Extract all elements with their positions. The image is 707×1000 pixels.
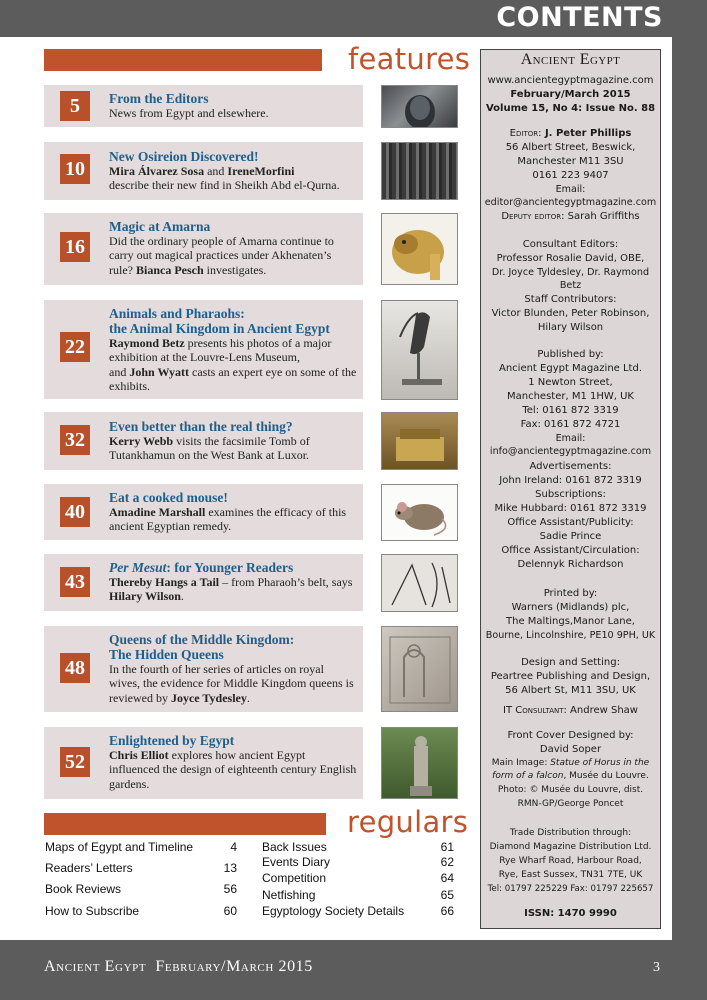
- feature-title[interactable]: Queens of the Middle Kingdom:: [109, 632, 295, 647]
- regulars-heading: regulars: [347, 805, 469, 839]
- thumbnail-line-drawing: [381, 554, 458, 612]
- feature-description: Thereby Hangs a Tail – from Pharaoh’s belt, says Hilary Wilson.: [109, 575, 353, 604]
- issn: ISSN: 1470 9990: [524, 908, 617, 919]
- page-number-badge: 48: [60, 653, 90, 683]
- feature-item[interactable]: [44, 142, 363, 200]
- masthead-sidebar: Ancient Egypt www.ancientegyptmagazine.com February/March 2015 Volume 15, No 4: Issue No. 88 Editor: J. Peter Phillips 56 Albert Street, Beswick, Manchester M11 3SU 0161 223 9407 Email: editor@ancientegyptmagazine.com Deputy editor: Sarah Griffiths Consultant Editors: Professor Rosalie David, OBE, Dr. Joyce Tyldesley, Dr. Raymond Betz Staff Contributors: Victor Blunden, Peter Robinson, Hilary Wilson Published by: Ancient Egypt Magazine Ltd. 1 Newton Street, Manchester, M1 1HW, UK Tel: 0161 872 3319 Fax: 0161 872 4721 Email: info@ancientegyptmagazine.com Advertisements: John Ireland: 0161 872 3319 Subscriptions: Mike Hubbard: 0161 872 3319 Office Assistant/Publicity: Sadie Prince Office Assistant/Circulation: Delennyk Richardson Printed by: Warners (Midlands) plc, The Maltings,Manor Lane, Bourne, Lincolnshire, PE10 9PH, UK Design and Setting: Peartree Publishing and Design, 56 Albert St, M11 3SU, UK IT Consultant: Andrew Shaw Front Cover Designed by: David Soper Main Image: Statue of Horus in the form of a falcon, Musée du Louvre. Photo: © Musée du Louvre, dist. RMN-GP/George Poncet Trade Distribution through: Diamond Magazine Distribution Ltd. Rye Wharf Road, Harbour Road, Rye, East Sussex, TN31 7TE, UK Tel: 01797 225229 Fax: 01797 225657 ISSN: 1470 9990: [480, 49, 661, 929]
- author-name: Bianca Pesch: [135, 262, 204, 277]
- info-email[interactable]: Email: info@ancientegyptmagazine.com: [489, 433, 652, 458]
- feature-title[interactable]: Per Mesut: for Younger Readers: [109, 560, 294, 575]
- thumbnail-ibis-sculpture: [381, 300, 458, 400]
- feature-description: Kerry Webb visits the facsimile Tomb of Tutankhamun on the West Bank at Luxor.: [109, 434, 310, 463]
- thumbnail-relief: [381, 626, 458, 712]
- feature-item[interactable]: [44, 300, 363, 399]
- author-name: Hilary Wilson: [109, 589, 181, 604]
- feature-title[interactable]: Enlightened by Egypt: [109, 733, 235, 748]
- list-item[interactable]: How to Subscribe 60: [45, 904, 237, 918]
- page-number-badge: 22: [60, 332, 90, 362]
- page-number-badge: 43: [60, 567, 90, 597]
- author-name: Joyce Tydesley: [170, 690, 247, 705]
- page-number-badge: 40: [60, 497, 90, 527]
- feature-item[interactable]: [44, 412, 363, 470]
- editor-email[interactable]: Email: editor@ancientegyptmagazine.com: [484, 184, 657, 209]
- list-item[interactable]: Egyptology Society Details 66: [262, 904, 454, 918]
- list-item[interactable]: Events Diary 62: [262, 855, 454, 869]
- volume-info: Volume 15, No 4: Issue No. 88: [485, 103, 656, 114]
- feature-title[interactable]: Eat a cooked mouse!: [109, 490, 228, 505]
- feature-title[interactable]: New Osireion Discovered!: [109, 149, 259, 164]
- feature-description: News from Egypt and elsewhere.: [109, 106, 269, 120]
- editor-name: J. Peter Phillips: [541, 128, 632, 139]
- feature-title[interactable]: From the Editors: [109, 91, 209, 106]
- author-name: John Wyatt: [129, 364, 190, 379]
- thumbnail-hippo-amulet: [381, 213, 458, 285]
- list-item[interactable]: Netfishing 65: [262, 888, 454, 902]
- magazine-name: Ancient Egypt: [520, 51, 621, 68]
- regulars-list-left: [45, 840, 245, 930]
- feature-title[interactable]: the Animal Kingdom in Ancient Egypt: [109, 321, 330, 336]
- list-item[interactable]: Competition 64: [262, 871, 454, 885]
- list-item[interactable]: Readers’ Letters 13: [45, 861, 237, 875]
- thumbnail-tomb-facsimile: [381, 412, 458, 470]
- list-item[interactable]: Back Issues 61: [262, 840, 454, 854]
- author-name: Mira Álvarez Sosa: [109, 164, 205, 178]
- thumbnail-garden-statue: [381, 727, 458, 799]
- regulars-bar: [44, 813, 326, 835]
- author-name: Raymond Betz: [109, 336, 185, 350]
- list-item[interactable]: Maps of Egypt and Timeline 4: [45, 840, 237, 854]
- feature-title[interactable]: Animals and Pharaohs:: [109, 306, 245, 321]
- feature-item[interactable]: [44, 626, 363, 712]
- author-name: Kerry Webb: [109, 434, 174, 448]
- features-bar: [44, 49, 322, 71]
- thumbnail-mouse: [381, 484, 458, 541]
- footer-page-number: 3: [653, 960, 660, 975]
- feature-item[interactable]: [44, 727, 363, 799]
- regulars-list-right: [262, 840, 462, 930]
- feature-title[interactable]: Magic at Amarna: [109, 219, 211, 234]
- feature-item[interactable]: [44, 554, 363, 611]
- issue-date: February/March 2015: [510, 89, 631, 100]
- author-name: Amadine Marshall: [109, 505, 206, 519]
- author-name: IreneMorfini: [227, 164, 295, 178]
- feature-description: Amadine Marshall examines the efficacy of this ancient Egyptian remedy.: [109, 505, 347, 534]
- page-number-badge: 16: [60, 232, 90, 262]
- feature-description: Did the ordinary people of Amarna continue to carry out magical practices under Akhenaten’s rule? Bianca Pesch investigates.: [109, 234, 334, 277]
- thumbnail-excavation: [381, 142, 458, 200]
- website-link[interactable]: www.ancientegyptmagazine.com: [487, 75, 654, 86]
- feature-description: In the fourth of her series of articles on royal wives, the evidence for Middle Kingdom queens is reviewed by Joyce Tydesley.: [109, 662, 354, 705]
- feature-title[interactable]: The Hidden Queens: [109, 647, 224, 662]
- feature-item[interactable]: [44, 85, 363, 127]
- cover-image-credit: Main Image: Statue of Horus in the form of a falcon, Musée du Louvre.: [491, 758, 650, 781]
- thumbnail-statue-head: [381, 85, 458, 128]
- feature-item[interactable]: [44, 213, 363, 285]
- page-number-badge: 10: [60, 154, 90, 184]
- feature-description: Mira Álvarez Sosa and IreneMorfini describe their new find in Sheikh Abd el-Qurna.: [109, 164, 340, 193]
- page-number-badge: 52: [60, 747, 90, 777]
- feature-title[interactable]: Even better than the real thing?: [109, 419, 293, 434]
- page-number-badge: 32: [60, 425, 90, 455]
- feature-description: Chris Elliot explores how ancient Egypt influenced the design of eighteenth century English gardens.: [109, 748, 357, 791]
- footer-running-head: Ancient Egypt February/March 2015: [44, 958, 313, 975]
- page-number-badge: 5: [60, 91, 90, 121]
- features-heading: features: [348, 42, 471, 76]
- feature-item[interactable]: [44, 484, 363, 540]
- feature-description: Raymond Betz presents his photos of a major exhibition at the Louvre-Lens Museum, and John Wyatt casts an expert eye on some of the exhibits.: [109, 336, 357, 394]
- page-title: CONTENTS: [496, 2, 663, 33]
- list-item[interactable]: Book Reviews 56: [45, 882, 237, 896]
- author-name: Chris Elliot: [109, 748, 169, 762]
